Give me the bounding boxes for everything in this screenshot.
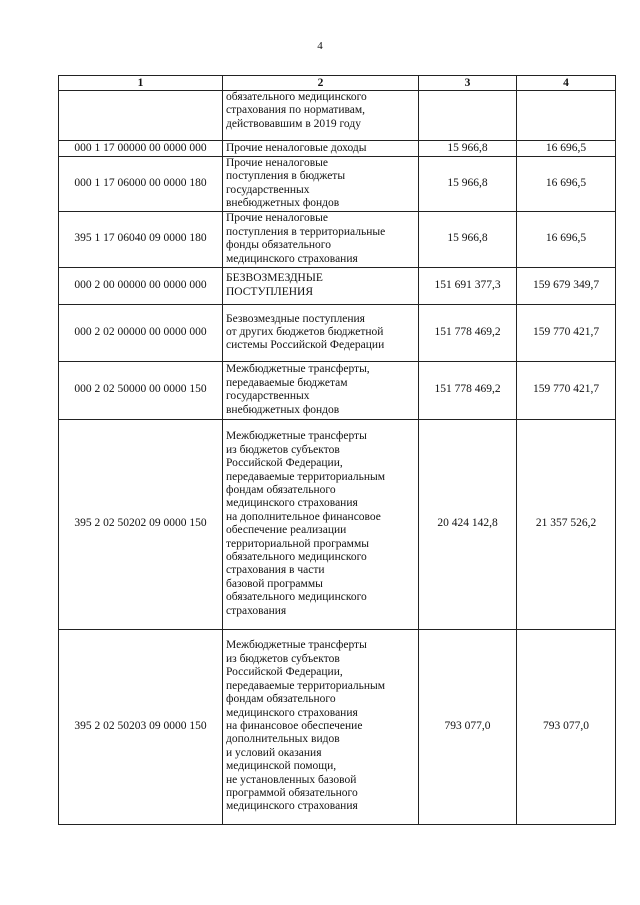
amount-col3-cell: 793 077,0 [419, 629, 517, 824]
budget-code-cell: 395 1 17 06040 09 0000 180 [59, 211, 223, 267]
revenue-name-line: не установленных базовой [226, 773, 357, 786]
revenue-name-cell [223, 157, 419, 212]
table-row [59, 419, 616, 629]
amount-col3-cell: 151 778 469,2 [419, 361, 517, 419]
revenue-name-line: обеспечение реализации [226, 524, 347, 537]
table-header-row [59, 76, 616, 91]
amount-col4-cell: 159 679 349,7 [517, 267, 616, 304]
amount-col3-cell: 151 778 469,2 [419, 304, 517, 361]
revenue-name-line: Прочие неналоговые [226, 157, 328, 169]
revenue-name-line: медицинского страхования [226, 497, 358, 510]
table-row [59, 361, 616, 419]
revenue-name-cell [223, 361, 419, 419]
revenue-name-line: обязательного медицинского [226, 591, 367, 604]
table-row [59, 267, 616, 304]
budget-code-cell: 000 2 00 00000 00 0000 000 [59, 267, 223, 304]
revenue-table [58, 75, 616, 825]
revenue-name-line: на финансовое обеспечение [226, 719, 363, 732]
revenue-name-line: из бюджетов субъектов [226, 652, 340, 665]
revenue-name-line: действовавшим в 2019 году [226, 117, 361, 130]
table-row [59, 141, 616, 157]
revenue-name-line: государственных [226, 183, 310, 196]
revenue-name-cell [223, 304, 419, 361]
budget-code-cell: 000 2 02 50000 00 0000 150 [59, 361, 223, 419]
amount-col3-cell: 15 966,8 [419, 157, 517, 212]
amount-col3-cell: 15 966,8 [419, 211, 517, 267]
table-row [59, 304, 616, 361]
revenue-name-line: страхования в части [226, 564, 325, 577]
revenue-name-line: из бюджетов субъектов [226, 443, 340, 456]
revenue-name-line: Российской Федерации, [226, 457, 343, 470]
revenue-name-line: медицинского страхования [226, 252, 358, 265]
budget-code-cell: 395 2 02 50203 09 0000 150 [59, 629, 223, 824]
revenue-name-line: программой обязательного [226, 786, 358, 799]
revenue-name-line: дополнительных видов [226, 733, 340, 746]
revenue-name-line: внебюджетных фондов [226, 403, 340, 416]
revenue-name-line: и условий оказания [226, 746, 322, 759]
revenue-name-line: Прочие неналоговые [226, 212, 328, 225]
revenue-name-line: государственных [226, 390, 310, 403]
amount-col4-cell: 16 696,5 [517, 157, 616, 212]
budget-code-cell: 395 2 02 50202 09 0000 150 [59, 419, 223, 629]
revenue-name-line: базовой программы [226, 577, 323, 590]
revenue-name-line: передаваемые бюджетам [226, 376, 348, 389]
revenue-name-cell [223, 141, 419, 157]
revenue-name-line: фондам обязательного [226, 693, 336, 706]
revenue-name-line: Межбюджетные трансферты [226, 639, 367, 652]
revenue-name-line: БЕЗВОЗМЕЗДНЫЕ [226, 272, 323, 285]
revenue-name-cell [223, 91, 419, 141]
revenue-name-line: передаваемые территориальным [226, 470, 386, 483]
revenue-name-line: обязательного медицинского [226, 550, 367, 563]
budget-code-cell: 000 1 17 00000 00 0000 000 [59, 141, 223, 157]
revenue-name-line: поступления в бюджеты [226, 170, 346, 183]
revenue-name-cell [223, 419, 419, 629]
revenue-name-line: внебюджетных фондов [226, 197, 340, 210]
revenue-name-line: Прочие неналоговые доходы [226, 141, 367, 154]
table-row [59, 629, 616, 824]
revenue-name-line: обязательного медицинского [226, 91, 367, 103]
revenue-name-line: системы Российской Федерации [226, 339, 385, 352]
revenue-name-line: Российской Федерации, [226, 666, 343, 679]
page-number: 4 [317, 40, 323, 52]
column-header: 3 [419, 76, 517, 91]
budget-code-cell [59, 91, 223, 141]
revenue-name-cell [223, 629, 419, 824]
revenue-name-line: фонды обязательного [226, 239, 331, 252]
amount-col4-cell: 16 696,5 [517, 141, 616, 157]
revenue-name-cell [223, 211, 419, 267]
revenue-name-line: ПОСТУПЛЕНИЯ [226, 285, 313, 298]
amount-col4-cell: 159 770 421,7 [517, 304, 616, 361]
revenue-name-line: от других бюджетов бюджетной [226, 325, 384, 338]
revenue-name-line: медицинского страхования [226, 800, 358, 813]
revenue-name-cell [223, 267, 419, 304]
revenue-name-line: страхования [226, 604, 287, 617]
revenue-name-line: медицинского страхования [226, 706, 358, 719]
budget-code-cell: 000 2 02 00000 00 0000 000 [59, 304, 223, 361]
revenue-name-line: территориальной программы [226, 537, 369, 550]
column-header: 1 [59, 76, 223, 91]
amount-col4-cell: 159 770 421,7 [517, 361, 616, 419]
revenue-name-line: Безвозмездные поступления [226, 312, 365, 325]
table-row [59, 91, 616, 141]
amount-col3-cell: 20 424 142,8 [419, 419, 517, 629]
amount-col4-cell: 793 077,0 [517, 629, 616, 824]
table-row [59, 157, 616, 212]
revenue-name-line: медицинской помощи, [226, 760, 337, 773]
amount-col3-cell: 15 966,8 [419, 141, 517, 157]
amount-col3-cell [419, 91, 517, 141]
amount-col4-cell: 21 357 526,2 [517, 419, 616, 629]
amount-col4-cell [517, 91, 616, 141]
amount-col4-cell: 16 696,5 [517, 211, 616, 267]
revenue-name-line: фондам обязательного [226, 483, 336, 496]
revenue-name-line: на дополнительное финансовое [226, 510, 381, 523]
column-header: 4 [517, 76, 616, 91]
revenue-name-line: передаваемые территориальным [226, 679, 386, 692]
table-row [59, 211, 616, 267]
revenue-name-line: страхования по нормативам, [226, 104, 366, 117]
budget-code-cell: 000 1 17 06000 00 0000 180 [59, 157, 223, 212]
column-header: 2 [223, 76, 419, 91]
amount-col3-cell: 151 691 377,3 [419, 267, 517, 304]
revenue-name-line: Межбюджетные трансферты, [226, 363, 370, 376]
revenue-name-line: Межбюджетные трансферты [226, 430, 367, 443]
revenue-name-line: поступления в территориальные [226, 225, 386, 238]
